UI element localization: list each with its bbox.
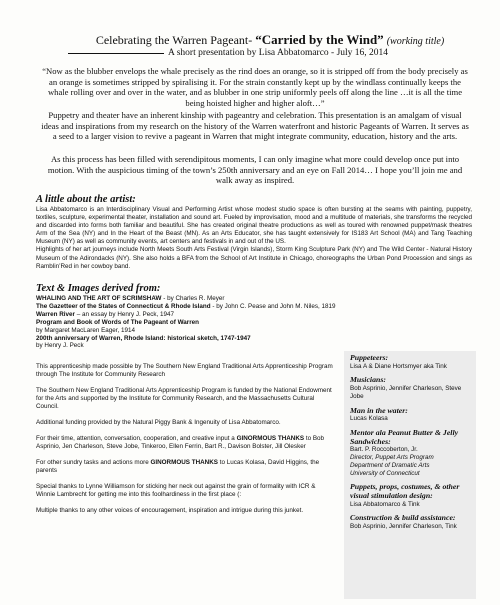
sources-list — [36, 295, 336, 350]
sidebar-value-musicians: Bob Asprinio, Jennifer Charleson, Steve Jobe — [350, 384, 462, 400]
thanks-paragraph: Special thanks to Lynne Williamson for sticking her neck out against the grain of formality with ICR & Winnie Lambrecht for getting me into this foolhardiness in the first place (: — [36, 483, 316, 498]
sidebar-heading-mentor: Mentor ala Peanut Butter & Jelly Sandwiches: — [350, 427, 459, 446]
sidebar-heading-puppeteers: Puppeteers: — [350, 353, 389, 362]
source-item: 200th anniversary of Warren, Rhode Island: historical sketch, 1747-1947 — [36, 334, 251, 342]
source-item: Warren River – an essay by Henry J. Peck, 1947 — [36, 310, 175, 318]
thanks-paragraph: Additional funding provided by the Natural Piggy Bank & Ingenuity of Lisa Abbatomarco. — [36, 419, 281, 426]
sidebar-heading-construction: Construction & build assistance: — [350, 513, 456, 523]
subtitle: A short presentation by Lisa Abbatomarco - July 16, 2014 — [168, 48, 389, 58]
thanks-paragraph: Multiple thanks to any other voices of encouragement, inspiration and intrigue during this junket. — [36, 507, 304, 514]
source-item: by Margaret MacLaren Eager, 1914 — [36, 326, 136, 334]
sidebar-value-mentor-title: Director, Puppet Arts Program — [350, 453, 434, 461]
intro-quote: “Now as the blubber envelops the whale precisely as the rind does an orange, so it is stripped off from the body precisely as an orange is sometimes stripped by spiralising it. For the strain constantly kept up by the windlass continually keeps the whale rolling over and over in the water, and as blubber in one strip uniformly peels off along the line …it is all the time being hoisted higher and higher aloft…” — [42, 66, 468, 108]
title-note: (working title) — [386, 36, 445, 47]
thanks-paragraph: The Southern New England Traditional Arts Apprenticeship Program is funded by the National Endowment for the Arts and supported by the Institute for Community Research, and the Massachusetts Cultural Council. — [36, 387, 332, 410]
thanks-paragraph: For other sundry tasks and actions more GINORMOUS THANKS to Lucas Kolasa, David Higgins, the parents — [36, 459, 320, 474]
artist-bio — [36, 206, 472, 271]
title-prefix: Celebrating the Warren Pageant- — [95, 33, 256, 47]
source-item: by Henry J. Peck — [36, 342, 84, 350]
page-title — [60, 33, 480, 49]
acknowledgements — [36, 363, 334, 523]
credits-sidebar — [344, 351, 476, 599]
artist-heading: A little about the artist: — [36, 194, 136, 205]
artist-bio-paragraph-1: Lisa Abbatomarco is an Interdisciplinary Visual and Performing Artist whose modest studio space is often bursting at the seams with painting, puppetry, textiles, sculpture, experimental theater, installation and sound art. Fueled by improvisation, mood and a multitude of materials, she transforms the recycled and discarded into forms both familiar and beautiful. She has created original theatre productions as well as toured with renowned puppet/mask theatres Arm of the Sea (NY) and In the Heart of the Beast (MN). As an Arts Educator, she has taught extensively for IS183 Art School (MA) and Tang Teaching Museum (NY) as well as community events, art centers and festivals in and out of the US. — [36, 206, 472, 246]
sidebar-value-design: Lisa Abbatomarco & Tink — [350, 500, 420, 508]
thanks-paragraph: This apprenticeship made possible by The Southern New England Traditional Arts Apprenticeship Program through The Institute for Community Research — [36, 363, 333, 378]
sidebar-heading-musicians: Musicians: — [350, 375, 386, 385]
sidebar-heading-design: Puppets, props, costumes, & other visual stimulation design: — [350, 482, 460, 500]
title-bold: “Carried by the Wind” — [255, 32, 384, 47]
sidebar-value-man-in-water: Lucas Kolasa — [350, 415, 388, 423]
source-item: WHALING AND THE ART OF SCRIMSHAW - by Charles R. Meyer — [36, 295, 225, 302]
title-rule — [68, 53, 164, 54]
sidebar-value-mentor-name: Bart. P. Roccoberton, Jr. — [350, 446, 418, 454]
source-item: The Gazetteer of the States of Connecticut & Rhode Island - by John C. Pease and John M. Niles, 1819 — [36, 302, 336, 310]
intro-paragraph-3: As this process has been filled with serendipitous moments, I can only imagine what more could develop once put into motion. With the auspicious timing of the town’s 250th anniversary and an eye on Fall 2014… I hope you’ll join me and walk away as inspired. — [47, 154, 463, 186]
artist-bio-paragraph-2: Highlights of her art journeys include North Meets South Arts Festival (Virgin Islands), Storm King Sculpture Park (NY) and The Wild Center - Natural History Museum of the Adirondacks (NY). She also holds a BFA from the School of Art Institute in Chicago, choreographs the Urban Pond Procession and sings as Ramblin’Red in her cowboy band. — [36, 246, 472, 270]
sidebar-value-puppeteers: Lisa A & Diane Hortsmyer aka Tink — [350, 362, 447, 370]
sidebar-heading-man-in-water: Man in the water: — [350, 405, 408, 415]
sidebar-value-mentor-univ: University of Connecticut — [350, 469, 420, 477]
intro-paragraph-2: Puppetry and theater have an inherent kinship with pageantry and celebration. This presentation is an amalgam of visual ideas and inspirations from my research on the history of the Warren waterfront and historic Pageants of Warren. It serves as a seed to a larger vision to revive a pageant in Warren that might integrate community, education, history and the arts. — [41, 110, 469, 142]
sidebar-value-construction: Bob Asprinio, Jennifer Charleson, Tink — [350, 522, 457, 530]
sidebar-value-mentor-dept: Department of Dramatic Arts — [350, 461, 430, 469]
sources-heading: Text & Images derived from: — [36, 283, 161, 294]
thanks-paragraph: For their time, attention, conversation, cooperation, and creative input a GINORMOUS THANKS to Bob Asprinio, Jen Charleson, Steve Jobe, Tinkeroo, Ellen Ferrin, Bart R., Davison Bolster, Jill Olesker — [36, 435, 325, 450]
source-item: Program and Book of Words of The Pageant of Warren — [36, 318, 200, 326]
